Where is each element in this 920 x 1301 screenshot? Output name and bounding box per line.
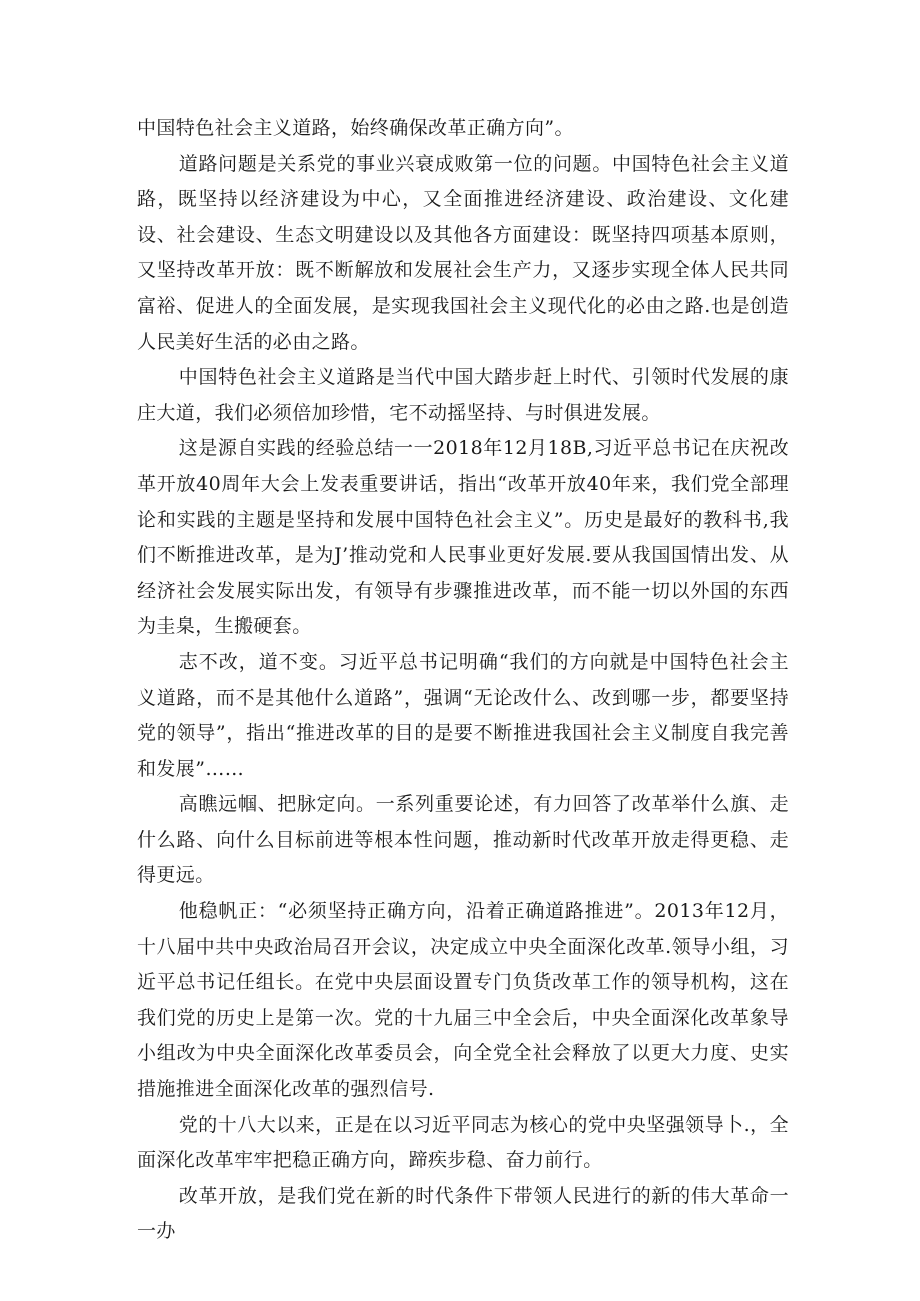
paragraph-4: 这是源自实践的经验总结一一2018年12月18B,习近平总书记在庆祝改革开放40周年大会上发表重要讲话，指出“改革开放40年来，我们党全部理论和实践的主题是坚持和发展中国特色社会主义”。历史是最好的教科书,我们不断推进改革，是为J’推动党和人民事业更好发展.要从我国国情出发、从经济社会发展实际出发，有领导有步骤推进改革，而不能一切以外国的东西为圭臬，生搬硬套。 <box>137 437 789 638</box>
paragraph-7: 他稳帆正：“必须坚持正确方向，沿着正确道路推进”。2013年12月，十八届中共中央政治局召开会议，决定成立中央全面深化改革.领导小组，习近平总书记任组长。在党中央层面设置专门负货改革工作的领导机构，这在我们党的历史上是第一次。党的十九届三中全会后，中央全面深化改革象导小组改为中央全面深化改革委员会，向全党全社会释放了以更大力度、史实措施推进全面深化改革的强烈信号. <box>137 900 789 1101</box>
paragraph-6: 高瞧远帼、把脉定向。一系列重要论述，有力回答了改革举什么旗、走什么路、向什么目标前进等根本性问题，推动新时代改革开放走得更稳、走得更远。 <box>137 793 789 887</box>
paragraph-2: 道路问题是关系党的事业兴衰成败第一位的问题。中国特色社会主义道路，既坚持以经济建设为中心，又全面推进经济建设、政治建设、文化建设、社会建设、生态文明建设以及其他各方面建设：既坚持四项基本原则，又坚持改革开放：既不断解放和发展社会生产力，又逐步实现全体人民共同富裕、促进人的全面发展，是实现我国社会主义现代化的必由之路.也是创造人民美好生活的必由之路。 <box>137 152 789 353</box>
body-text <box>137 111 789 1250</box>
paragraph-1: 中国特色社会主义道路，始终确保改革正确方向”。 <box>137 117 574 139</box>
paragraph-3: 中国特色社会主义道路是当代中国大踏步赶上时代、引领时代发展的康庄大道，我们必须倍加珍惜，宅不动摇坚持、与时俱进发展。 <box>137 366 789 424</box>
paragraph-9: 改革开放，是我们党在新的时代条件下带领人民进行的新的伟大革命一一办 <box>137 1184 789 1243</box>
paragraph-5: 志不改，道不变。习近平总书记明确“我们的方向就是中国特色社会主义道路，而不是其他什么道路”，强调“无论改什么、改到哪一步，都要坚持党的领导”，指出“推进改革的目的是要不断推进我国社会主义制度自我完善和发展”…… <box>137 650 789 780</box>
paragraph-8: 党的十八大以来，正是在以习近平同志为核心的党中央坚强领导卜.，全面深化改革牢牢把稳正确方向，蹄疾步稳、奋力前行。 <box>137 1113 789 1172</box>
